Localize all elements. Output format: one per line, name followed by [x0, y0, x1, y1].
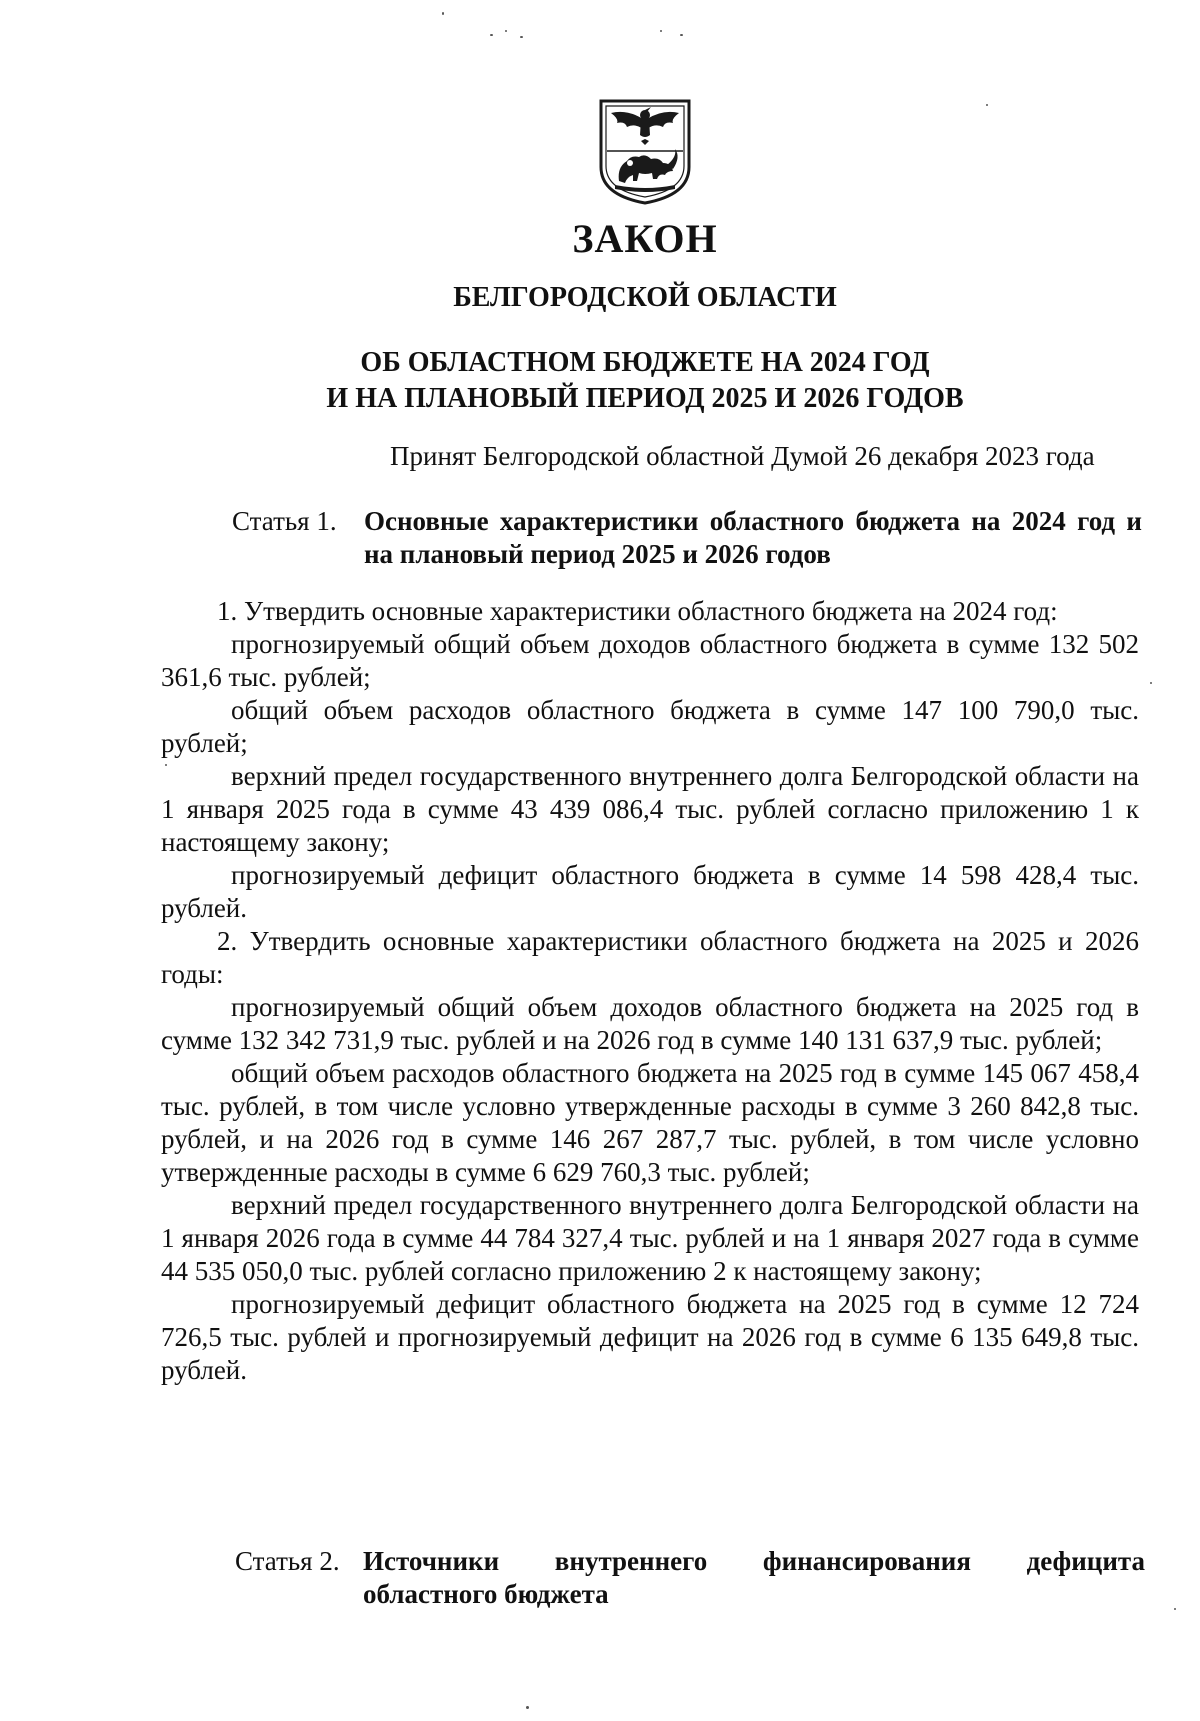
- article-2-title-line-1: Источники внутреннего финансирования дефицита: [363, 1546, 1145, 1576]
- scan-speck: [442, 12, 444, 15]
- scan-speck: [490, 34, 493, 36]
- article-1-body: [161, 595, 1139, 1387]
- coat-of-arms-icon: [597, 97, 693, 205]
- article-2-title-line-2: областного бюджета: [363, 1579, 609, 1609]
- article-1-title: Основные характеристики областного бюджета на 2024 год и на плановый период 2025 и 2026 годов: [364, 506, 1142, 569]
- scan-speck: [986, 104, 988, 106]
- document-subject-line-2: И НА ПЛАНОВЫЙ ПЕРИОД 2025 И 2026 ГОДОВ: [326, 383, 964, 414]
- scan-speck: [1174, 1608, 1176, 1610]
- article-2-title: [363, 1545, 1145, 1611]
- document-region: БЕЛГОРОДСКОЙ ОБЛАСТИ: [453, 282, 837, 313]
- article-1-paragraph: общий объем расходов областного бюджета на 2025 год в сумме 145 067 458,4 тыс. рублей, в том числе условно утвержденные расходы в сумме 3 260 842,8 тыс. рублей, и на 2026 год в сумме 146 267 287,7 тыс. рублей, в том числе условно утвержденные расходы в сумме 6 629 760,3 тыс. рублей;: [161, 1058, 1139, 1187]
- document-subject-line-1: ОБ ОБЛАСТНОМ БЮДЖЕТЕ НА 2024 ГОД: [360, 347, 930, 378]
- document-title: ЗАКОН: [572, 216, 718, 261]
- document-subject: [0, 345, 1200, 417]
- scan-speck: [520, 36, 523, 38]
- article-1-paragraph: прогнозируемый дефицит областного бюджета в сумме 14 598 428,4 тыс. рублей.: [161, 860, 1139, 923]
- article-1-paragraph: 2. Утвердить основные характеристики областного бюджета на 2025 и 2026 годы:: [161, 926, 1139, 989]
- article-1-paragraph: верхний предел государственного внутреннего долга Белгородской области на 1 января 2026 года в сумме 44 784 327,4 тыс. рублей и на 1 января 2027 года в сумме 44 535 050,0 тыс. рублей согласно приложению 2 к настоящему закону;: [161, 1190, 1139, 1286]
- article-1-paragraph: 1. Утвердить основные характеристики областного бюджета на 2024 год:: [217, 596, 1058, 626]
- scan-speck: [660, 30, 662, 32]
- article-2-heading: [235, 1545, 1145, 1615]
- article-1-number: Статья 1.: [232, 506, 337, 536]
- scan-speck: [505, 30, 507, 32]
- article-1-paragraph: прогнозируемый дефицит областного бюджета на 2025 год в сумме 12 724 726,5 тыс. рублей и прогнозируемый дефицит на 2026 год в сумме 6 135 649,8 тыс. рублей.: [161, 1289, 1139, 1385]
- article-1-paragraph: общий объем расходов областного бюджета в сумме 147 100 790,0 тыс. рублей;: [161, 695, 1139, 758]
- scan-speck: [680, 34, 683, 36]
- article-1-paragraph: прогнозируемый общий объем доходов областного бюджета в сумме 132 502 361,6 тыс. рублей;: [161, 629, 1139, 692]
- article-1-paragraph: прогнозируемый общий объем доходов областного бюджета на 2025 год в сумме 132 342 731,9 тыс. рублей и на 2026 год в сумме 140 131 637,9 тыс. рублей;: [161, 992, 1139, 1055]
- scan-speck: [526, 1706, 529, 1709]
- article-2-number: Статья 2.: [235, 1546, 340, 1576]
- scan-speck: [165, 764, 167, 766]
- article-1-heading: [232, 505, 1142, 575]
- scan-speck: [1150, 682, 1152, 684]
- article-1-paragraph: верхний предел государственного внутреннего долга Белгородской области на 1 января 2025 года в сумме 43 439 086,4 тыс. рублей согласно приложению 1 к настоящему закону;: [161, 761, 1139, 857]
- adoption-note: Принят Белгородской областной Думой 26 декабря 2023 года: [390, 441, 1095, 471]
